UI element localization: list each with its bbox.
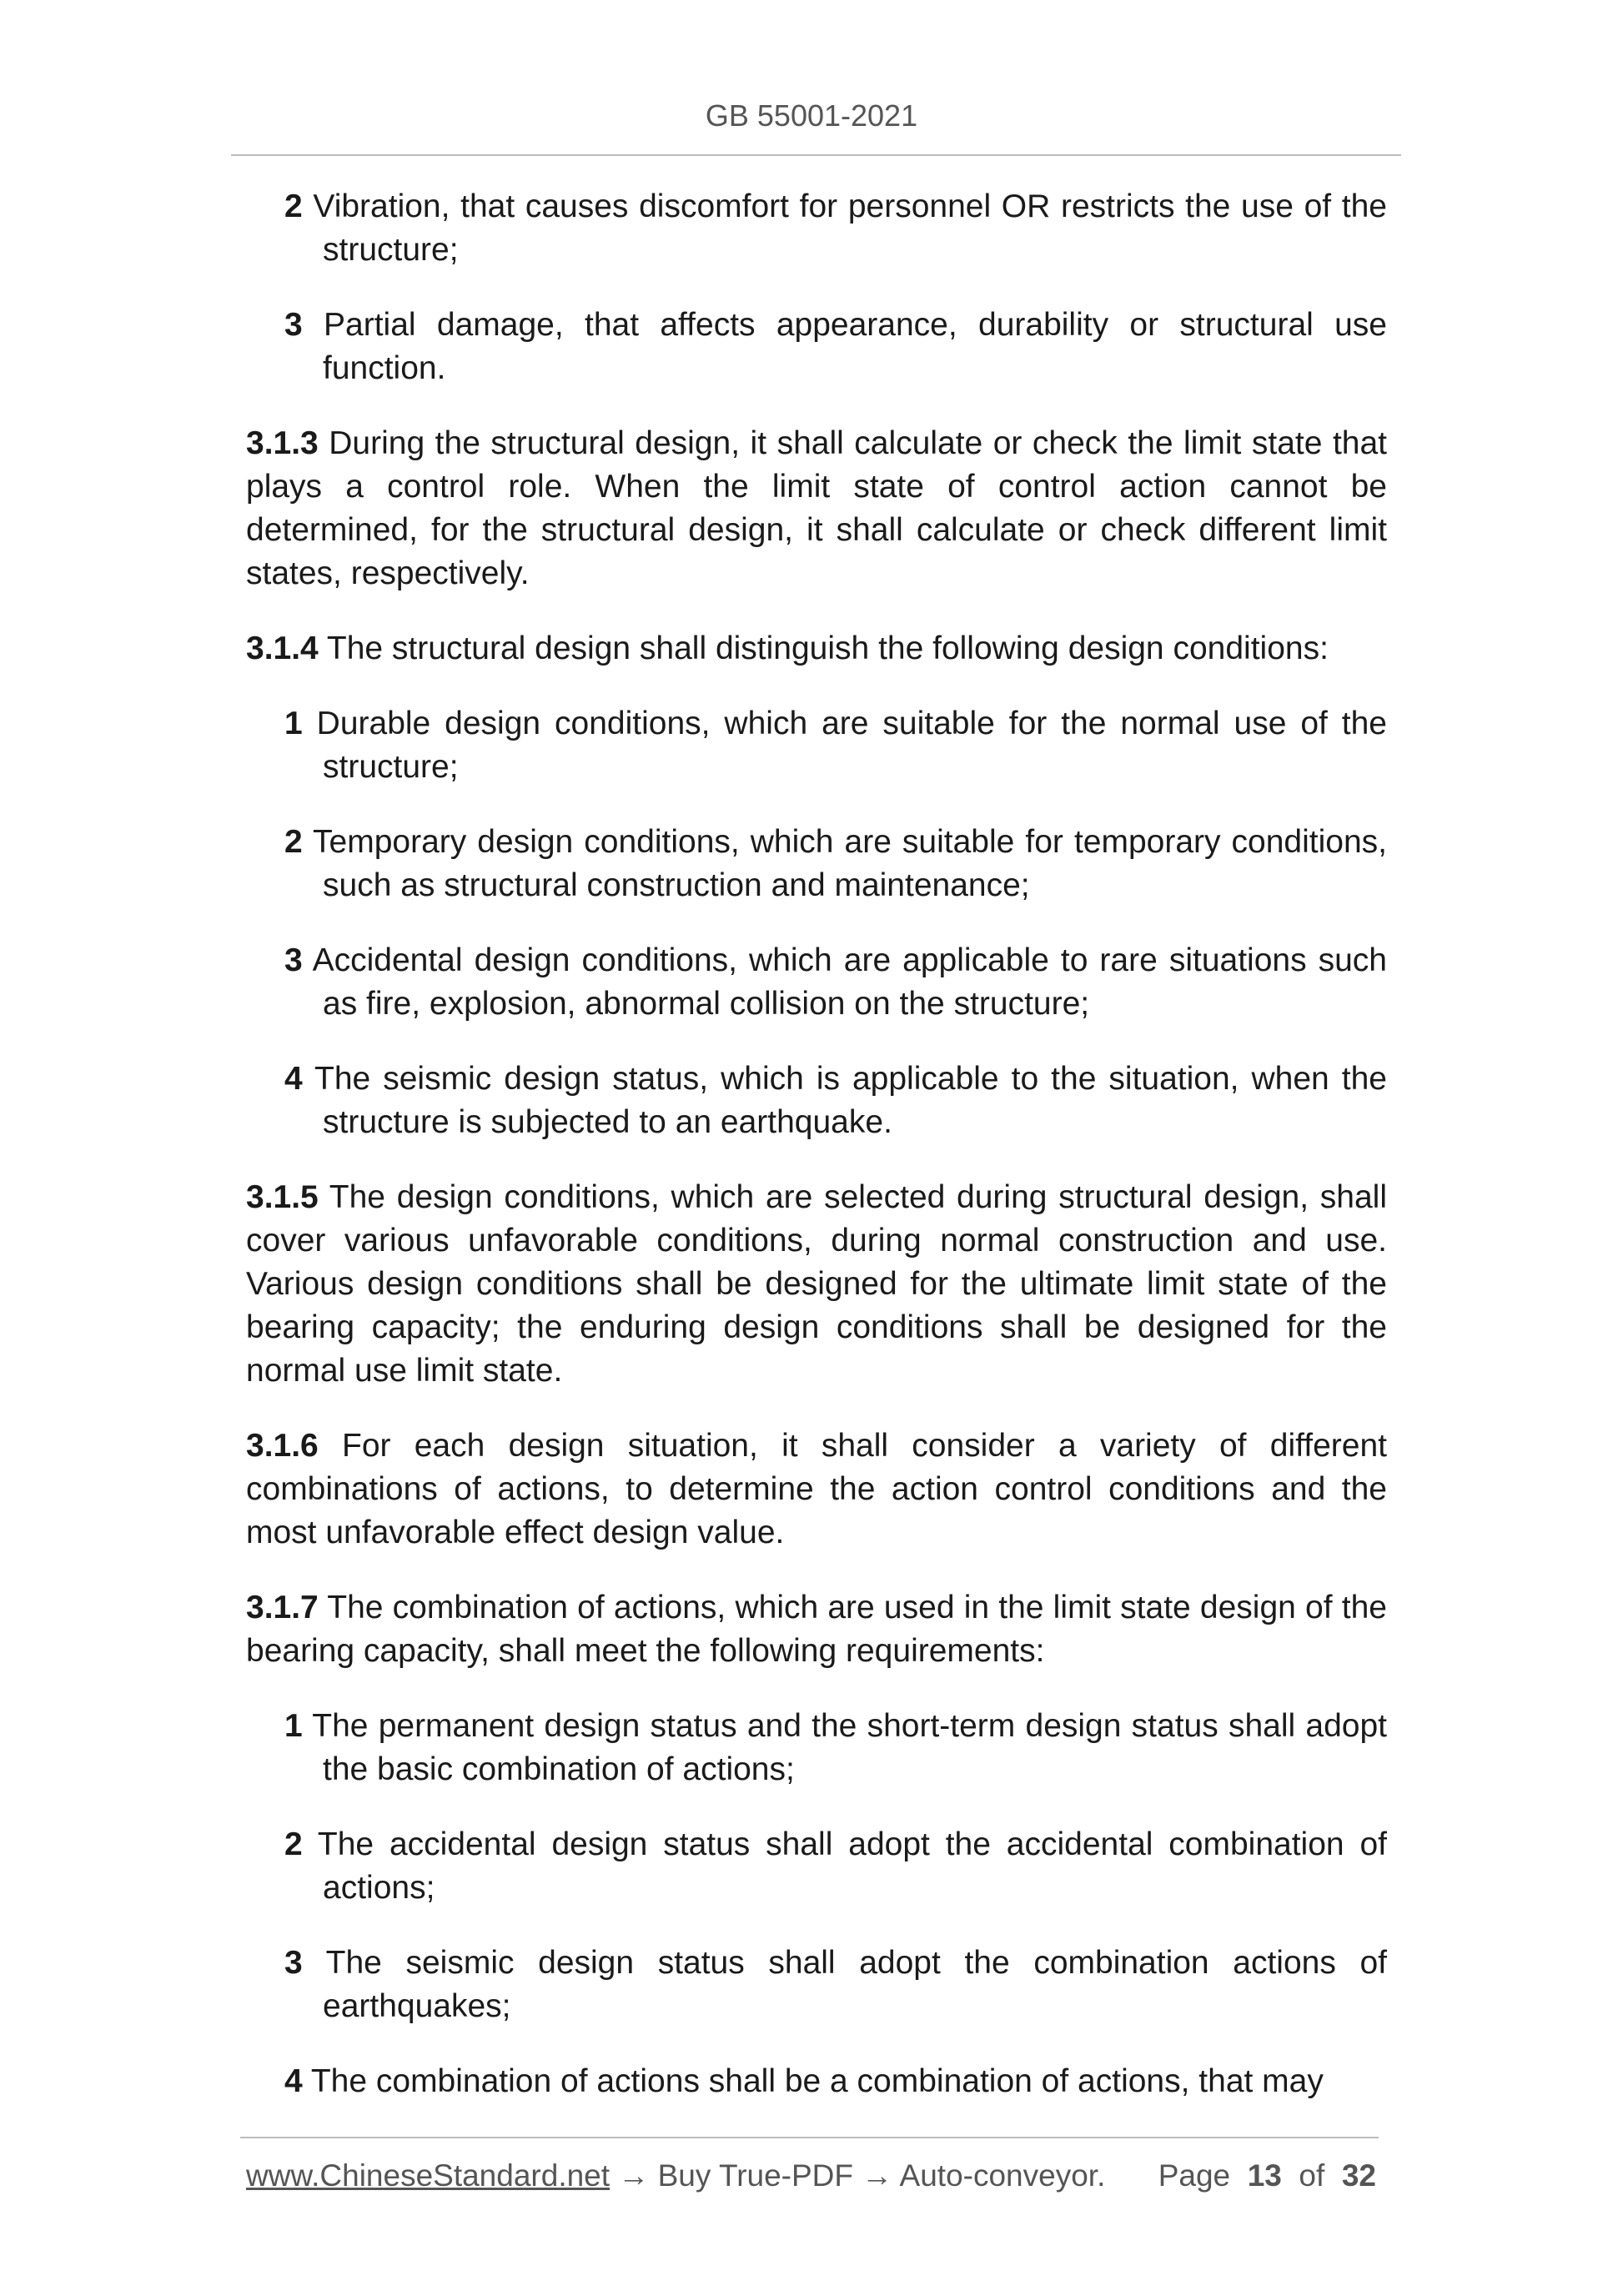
website-link[interactable]: www.ChineseStandard.net: [246, 2158, 611, 2193]
item-number: 3: [284, 1945, 303, 1981]
clause-number: 3.1.6: [246, 1428, 319, 1464]
page-number: 13: [1247, 2158, 1282, 2193]
clause-text: For each design situation, it shall consider a variety of different combinations of actions, to determine the action control conditions and the most unfavorable effect design value.: [246, 1428, 1387, 1550]
item-number: 2: [284, 188, 303, 224]
list-item: [246, 1823, 1387, 1910]
item-number: 2: [284, 1826, 303, 1862]
clause-paragraph: [246, 1586, 1387, 1673]
clause-number: 3.1.5: [246, 1179, 319, 1215]
clause-paragraph: [246, 1424, 1387, 1555]
item-text: The permanent design status and the short-term design status shall adopt the basic combination of actions;: [312, 1708, 1387, 1787]
item-number: 4: [284, 1061, 303, 1097]
item-number: 3: [284, 307, 303, 343]
item-number: 3: [284, 942, 303, 978]
item-number: 2: [284, 824, 303, 860]
arrow-icon: →: [618, 2158, 650, 2193]
page-header: GB 55001-2021: [705, 98, 918, 133]
auto-conveyor-text: Auto-conveyor.: [899, 2158, 1106, 2193]
list-item: [246, 939, 1387, 1026]
item-text: Vibration, that causes discomfort for personnel OR restricts the use of the structure;: [313, 188, 1388, 268]
item-number: 1: [284, 706, 303, 741]
list-item: [246, 185, 1387, 272]
clause-text: During the structural design, it shall calculate or check the limit state that plays a control role. When the limit state of control action cannot be determined, for the structural design, it shall calculate or check different limit states, respectively.: [246, 425, 1387, 591]
item-text: Temporary design conditions, which are suitable for temporary conditions, such as structural construction and maintenance;: [313, 824, 1387, 903]
clause-text: The combination of actions, which are used in the limit state design of the bearing capacity, shall meet the following requirements:: [246, 1590, 1387, 1669]
footer-promo: [246, 2158, 1105, 2193]
clause-paragraph: [246, 627, 1387, 671]
list-item: [246, 2060, 1387, 2103]
clause-text: The design conditions, which are selected during structural design, shall cover various unfavorable conditions, during normal construction and use. Various design conditions shall be designed for the ultimate limit state of the bearing capacity; the enduring design conditions shall be designed for the normal use limit state.: [246, 1179, 1387, 1389]
header-divider: [231, 154, 1401, 156]
item-number: 1: [284, 1708, 303, 1744]
arrow-icon: →: [862, 2158, 893, 2193]
list-item: [246, 1058, 1387, 1144]
list-item: [246, 702, 1387, 789]
page-total: 32: [1341, 2158, 1376, 2193]
clause-text: The structural design shall distinguish the following design conditions:: [326, 631, 1329, 666]
item-text: The seismic design status, which is applicable to the situation, when the structure is subjected to an earthquake.: [314, 1061, 1387, 1140]
item-number: 4: [284, 2063, 303, 2099]
clause-number: 3.1.4: [246, 631, 319, 666]
clause-paragraph: [246, 422, 1387, 595]
buy-text: Buy True-PDF: [657, 2158, 854, 2193]
list-item: [246, 1705, 1387, 1791]
list-item: [246, 304, 1387, 390]
clause-number: 3.1.7: [246, 1590, 319, 1625]
item-text: Partial damage, that affects appearance, durability or structural use function.: [323, 307, 1387, 386]
page-indicator: [1158, 2158, 1376, 2193]
of-label: of: [1299, 2158, 1325, 2193]
item-text: Durable design conditions, which are suitable for the normal use of the structure;: [316, 706, 1388, 785]
clause-paragraph: [246, 1176, 1387, 1393]
page-label: Page: [1158, 2158, 1231, 2193]
item-text: Accidental design conditions, which are applicable to rare situations such as fire, explosion, abnormal collision on the structure;: [312, 942, 1387, 1022]
document-body: [246, 185, 1387, 2135]
item-text: The accidental design status shall adopt the accidental combination of actions;: [317, 1826, 1387, 1906]
footer-divider: [240, 2137, 1379, 2138]
list-item: [246, 1942, 1387, 2028]
clause-number: 3.1.3: [246, 425, 319, 461]
item-text: The seismic design status shall adopt the combination actions of earthquakes;: [323, 1945, 1387, 2024]
list-item: [246, 821, 1387, 907]
item-text: The combination of actions shall be a combination of actions, that may: [310, 2063, 1324, 2099]
